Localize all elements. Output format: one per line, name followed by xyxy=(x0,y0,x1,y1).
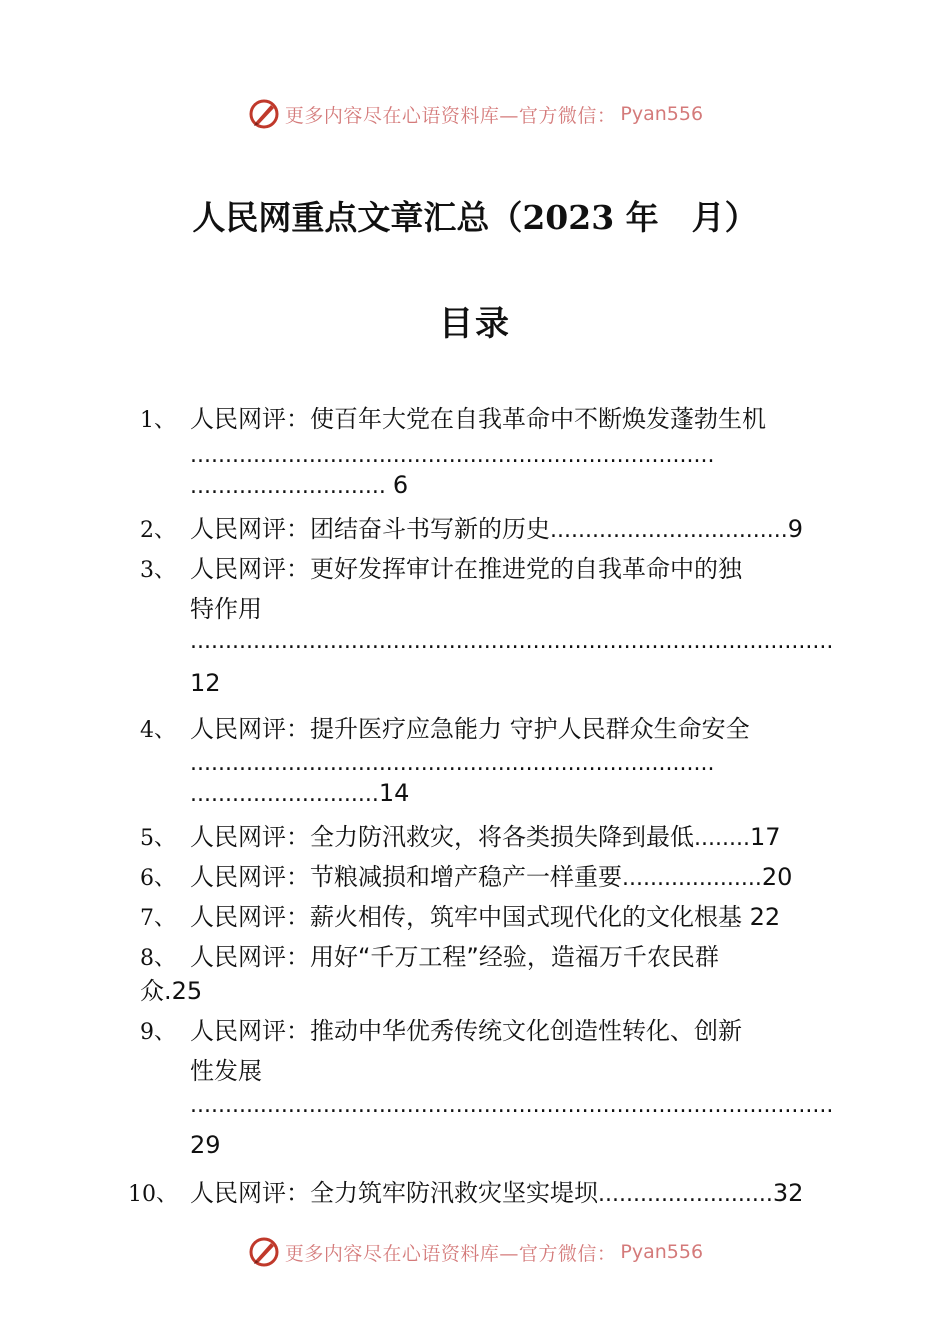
toc-entry-title: 人民网评：薪火相传，筑牢中国式现代化的文化根基 22 xyxy=(190,903,781,931)
toc-entry-page: 17 xyxy=(749,823,781,851)
pen-logo-icon xyxy=(247,1235,281,1269)
toc-entry-number: 9、 xyxy=(140,1020,176,1045)
toc-entry-page: 12 xyxy=(190,669,221,697)
toc-entry-number: 6、 xyxy=(140,866,176,891)
pen-logo-icon xyxy=(247,97,281,131)
toc-entry-page: 29 xyxy=(190,1131,221,1159)
toc-entry-page: 22 xyxy=(749,903,781,931)
document-title: 人民网重点文章汇总（2023 年 月） xyxy=(192,198,758,237)
toc-entry-number: 2、 xyxy=(140,518,176,543)
toc-entry-title: 人民网评：节粮减损和增产稳产一样重要....................20 xyxy=(190,863,793,891)
toc-entry-title-line2: 众.25 xyxy=(140,977,203,1005)
toc-entry-page: 25 xyxy=(171,977,203,1005)
toc-entry-number: 10、 xyxy=(128,1182,178,1207)
watermark-text: 更多内容尽在心语资料库—官方微信： xyxy=(284,1242,617,1265)
toc-entry-title: 人民网评：提升医疗应急能力 守护人民群众生命安全 xyxy=(190,715,750,743)
toc-entry-number: 1、 xyxy=(140,408,176,433)
toc-entry-title: 人民网评：全力筑牢防汛救灾坚实堤坝.........................32 xyxy=(190,1179,804,1207)
toc-entry-page: 6 xyxy=(392,471,409,499)
toc-entry-page: 9 xyxy=(787,515,804,543)
toc-entry-title-line2: 性发展 xyxy=(190,1057,262,1085)
watermark-wechat-id: Pyan556 xyxy=(620,1241,704,1263)
toc-entry-title: 人民网评：使百年大党在自我革命中不断焕发蓬勃生机 xyxy=(190,405,766,433)
toc-leader-dots: ............................................................................................ xyxy=(190,1093,834,1118)
toc-entry-number: 3、 xyxy=(140,558,176,583)
toc-entry-number: 4、 xyxy=(140,718,176,743)
toc-entry-title-line1: 人民网评：推动中华优秀传统文化创造性转化、创新 xyxy=(190,1017,742,1045)
toc-entry-page: 32 xyxy=(772,1179,804,1207)
watermark-header xyxy=(0,94,950,134)
toc-entry-title-line1: 人民网评：用好“千万工程”经验，造福万千农民群 xyxy=(190,943,719,971)
toc-leader-dots: ............................ 6 xyxy=(190,471,409,499)
toc-entry-page: 14 xyxy=(378,779,410,807)
toc-leader-dots: ............................................................................................ xyxy=(190,629,834,654)
toc-leader-dots: ...........................14 xyxy=(190,779,410,807)
toc-entry-number: 5、 xyxy=(140,826,176,851)
toc-entry-title-line1: 人民网评：更好发挥审计在推进党的自我革命中的独 xyxy=(190,555,742,583)
watermark-wechat-id: Pyan556 xyxy=(620,103,704,125)
toc-leader-dots: ........................................................................... xyxy=(190,751,715,776)
toc-entry-title: 人民网评：团结奋斗书写新的历史..................................9 xyxy=(190,515,804,543)
toc-entry-title: 人民网评：全力防汛救灾，将各类损失降到最低........17 xyxy=(190,823,781,851)
watermark-footer xyxy=(0,1232,950,1272)
toc-entry-page: 20 xyxy=(761,863,793,891)
toc-entry-number: 7、 xyxy=(140,906,176,931)
toc-heading: 目录 xyxy=(439,304,511,344)
toc-leader-dots: ........................................................................... xyxy=(190,443,715,468)
toc-entry-number: 8、 xyxy=(140,946,176,971)
watermark-text: 更多内容尽在心语资料库—官方微信： xyxy=(284,104,617,127)
toc-entry-title-line2: 特作用 xyxy=(190,595,262,623)
